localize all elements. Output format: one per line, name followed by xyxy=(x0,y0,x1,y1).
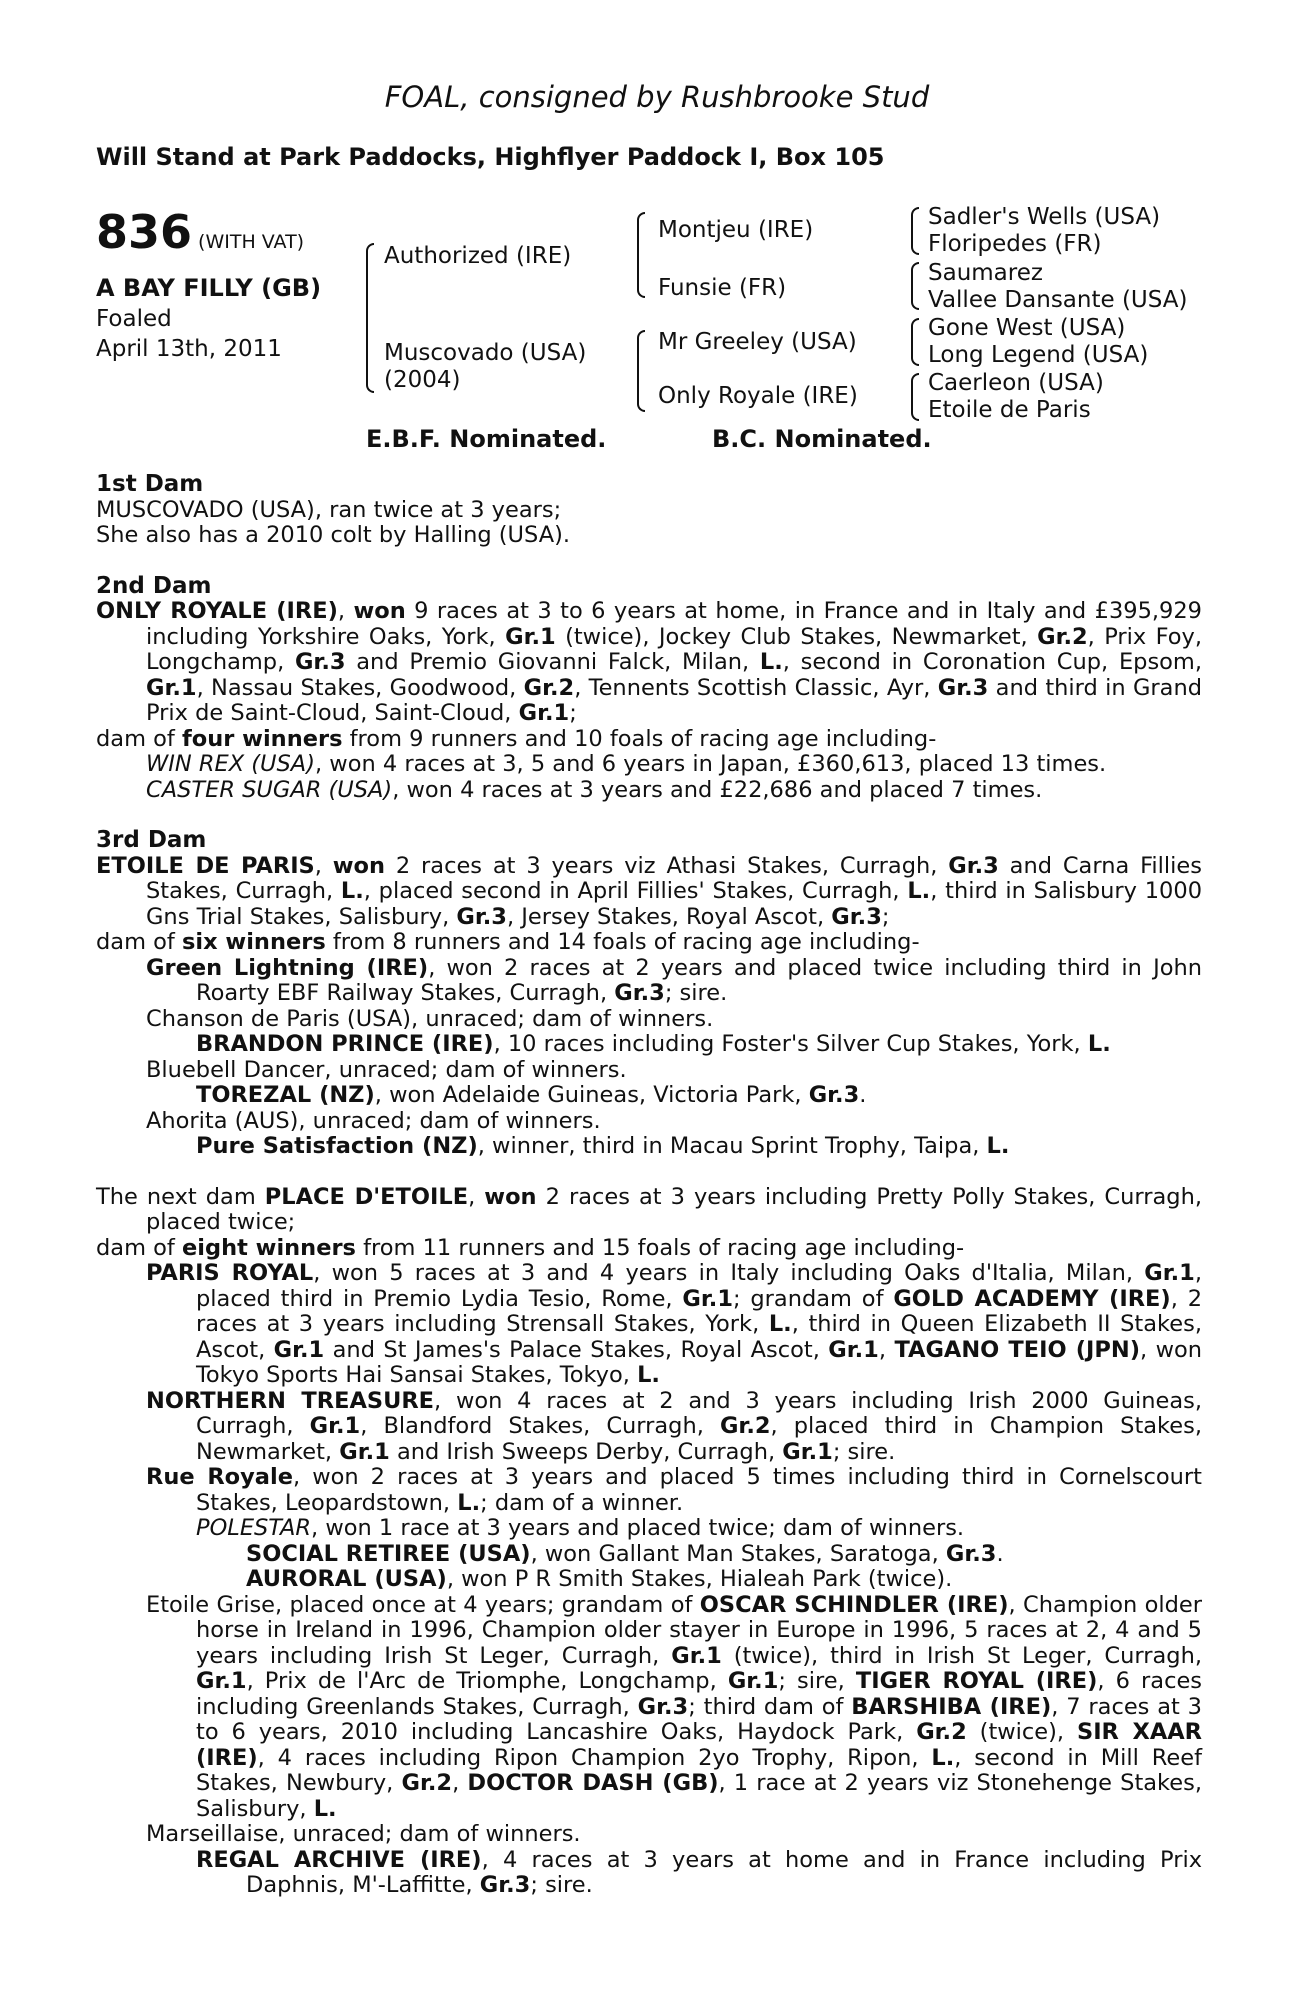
produce-entry: AURORAL (USA), won P R Smith Stakes, Hialeah Park (twice). xyxy=(246,1566,953,1592)
pedigree-dam-sire: Mr Greeley (USA) xyxy=(658,329,857,355)
stand-location: Will Stand at Park Paddocks, Highflyer Paddock I, Box 105 xyxy=(96,143,885,171)
pedigree-dam: Muscovado (USA) xyxy=(384,340,587,366)
produce-entry: Green Lightning (IRE), won 2 races at 2 years and placed twice including third in John Roarty EBF Railway Stakes, Curragh, Gr.3; sire. xyxy=(146,954,1203,1006)
ebf-nominated: E.B.F. Nominated. xyxy=(366,425,607,453)
lot-name: A BAY FILLY (GB) xyxy=(96,274,322,302)
produce-entry: POLESTAR, won 1 race at 3 years and placed twice; dam of winners. xyxy=(196,1515,965,1541)
foaled-date: April 13th, 2011 xyxy=(96,336,282,362)
brace xyxy=(911,262,919,310)
page-title: FOAL, consigned by Rushbrooke Stud xyxy=(384,80,930,114)
third-dam-record: ETOILE DE PARIS, won 2 races at 3 years viz Athasi Stakes, Curragh, Gr.3 and Carna Fillies Stakes, Curragh, L., placed second in April Fillies' Stakes, Curragh, L., third in Salisbury 1000 Gns Trial Stakes, Salisbury, Gr.3, Jersey Stakes, Royal Ascot, Gr.3; xyxy=(96,852,1203,930)
produce-entry: WIN REX (USA), won 4 races at 3, 5 and 6 years in Japan, £360,613, placed 13 times. xyxy=(146,751,1107,777)
vat-label: (WITH VAT) xyxy=(198,231,305,253)
second-dam-record: ONLY ROYALE (IRE), won 9 races at 3 to 6 years at home, in France and in Italy and £395,929 including Yorkshire Oaks, York, Gr.1 (twice), Jockey Club Stakes, Newmarket, Gr.2, Prix Foy, Longchamp, Gr.3 and Premio Giovanni Falck, Milan, L., second in Coronation Cup, Epsom, Gr.1, Nassau Stakes, Goodwood, Gr.2, Tennents Scottish Classic, Ayr, Gr.3 and third in Grand Prix de Saint-Cloud, Saint-Cloud, Gr.1; xyxy=(96,598,1203,726)
third-dam-heading: 3rd Dam xyxy=(96,827,207,853)
lot-heading xyxy=(96,205,304,259)
produce-entry: REGAL ARCHIVE (IRE), 4 races at 3 years at home and in France including Prix Daphnis, M'-Laffitte, Gr.3; sire. xyxy=(196,1846,1203,1898)
produce-entry: PARIS ROYAL, won 5 races at 3 and 4 years in Italy including Oaks d'Italia, Milan, Gr.1, placed third in Premio Lydia Tesio, Rome, Gr.1; grandam of GOLD ACADEMY (IRE), 2 races at 3 years including Strensall Stakes, York, L., third in Queen Elizabeth II Stakes, Ascot, Gr.1 and St James's Palace Stakes, Royal Ascot, Gr.1, TAGANO TEIO (JPN), won Tokyo Sports Hai Sansai Stakes, Tokyo, L. xyxy=(146,1260,1203,1388)
third-dam-produce: dam of six winners from 8 runners and 14 foals of racing age including- xyxy=(96,929,920,955)
lot-number: 836 xyxy=(96,205,193,259)
next-dam-produce: dam of eight winners from 11 runners and 15 foals of racing age including- xyxy=(96,1234,965,1261)
catalogue-body xyxy=(96,472,1202,1899)
next-dam-record: The next dam PLACE D'ETOILE, won 2 races at 3 years including Pretty Polly Stakes, Curragh, placed twice; xyxy=(96,1183,1202,1235)
pedigree-dam-dam: Only Royale (IRE) xyxy=(658,383,858,409)
second-dam-heading: 2nd Dam xyxy=(96,572,212,599)
pedigree-sds: Saumarez xyxy=(928,260,1043,286)
brace xyxy=(366,243,374,393)
produce-entry: Rue Royale, won 2 races at 3 years and placed 5 times including third in Cornelscourt Stakes, Leopardstown, L.; dam of a winner. xyxy=(146,1464,1202,1516)
pedigree-sire-dam: Funsie (FR) xyxy=(658,275,787,301)
first-dam-line: She also has a 2010 colt by Halling (USA). xyxy=(96,522,571,548)
brace xyxy=(911,373,919,421)
pedigree-dam-year: (2004) xyxy=(384,367,461,393)
pedigree-ddd: Etoile de Paris xyxy=(928,397,1091,423)
produce-entry: Ahorita (AUS), unraced; dam of winners. xyxy=(146,1107,601,1134)
pedigree-dss: Gone West (USA) xyxy=(928,315,1126,341)
pedigree-sss: Sadler's Wells (USA) xyxy=(928,204,1161,230)
pedigree-sire: Authorized (IRE) xyxy=(384,243,572,269)
produce-entry: CASTER SUGAR (USA), won 4 races at 3 years and £22,686 and placed 7 times. xyxy=(146,776,1043,803)
produce-entry: Marseillaise, unraced; dam of winners. xyxy=(146,1821,581,1847)
foaled-label: Foaled xyxy=(96,306,172,332)
produce-entry: Bluebell Dancer, unraced; dam of winners. xyxy=(146,1056,627,1083)
produce-entry: SOCIAL RETIREE (USA), won Gallant Man Stakes, Saratoga, Gr.3. xyxy=(246,1540,1004,1567)
brace xyxy=(637,330,645,412)
brace xyxy=(911,207,919,255)
pedigree-dds: Caerleon (USA) xyxy=(928,370,1104,396)
first-dam-heading: 1st Dam xyxy=(96,471,204,497)
produce-entry: Pure Satisfaction (NZ), winner, third in Macau Sprint Trophy, Taipa, L. xyxy=(196,1133,1010,1159)
bc-nominated: B.C. Nominated. xyxy=(712,425,932,453)
produce-entry: TOREZAL (NZ), won Adelaide Guineas, Victoria Park, Gr.3. xyxy=(196,1082,867,1108)
first-dam-line: MUSCOVADO (USA), ran twice at 3 years; xyxy=(96,496,562,523)
foaled-info xyxy=(96,304,282,364)
produce-entry: NORTHERN TREASURE, won 4 races at 2 and 3 years including Irish 2000 Guineas, Curragh, Gr.1, Blandford Stakes, Curragh, Gr.2, placed third in Champion Stakes, Newmarket, Gr.1 and Irish Sweeps Derby, Curragh, Gr.1; sire. xyxy=(146,1387,1203,1465)
produce-entry: Chanson de Paris (USA), unraced; dam of winners. xyxy=(146,1005,714,1032)
pedigree-sire-sire: Montjeu (IRE) xyxy=(658,217,814,243)
brace xyxy=(911,318,919,366)
pedigree-dsd: Long Legend (USA) xyxy=(928,342,1149,368)
produce-entry: Etoile Grise, placed once at 4 years; grandam of OSCAR SCHINDLER (IRE), Champion older horse in Ireland in 1996, Champion older stayer in Europe in 1996, 5 races at 2, 4 and 5 years including Irish St Leger, Curragh, Gr.1 (twice), third in Irish St Leger, Curragh, Gr.1, Prix de l'Arc de Triomphe, Longchamp, Gr.1; sire, TIGER ROYAL (IRE), 6 races including Greenlands Stakes, Curragh, Gr.3; third dam of BARSHIBA (IRE), 7 races at 3 to 6 years, 2010 including Lancashire Oaks, Haydock Park, Gr.2 (twice), SIR XAAR (IRE), 4 races including Ripon Champion 2yo Trophy, Ripon, L., second in Mill Reef Stakes, Newbury, Gr.2, DOCTOR DASH (GB), 1 race at 2 years viz Stonehenge Stakes, Salisbury, L. xyxy=(146,1591,1203,1822)
pedigree-sdd: Vallee Dansante (USA) xyxy=(928,287,1188,313)
produce-entry: BRANDON PRINCE (IRE), 10 races including Foster's Silver Cup Stakes, York, L. xyxy=(196,1031,1111,1057)
brace xyxy=(637,212,645,298)
second-dam-produce: dam of four winners from 9 runners and 10 foals of racing age including- xyxy=(96,725,937,752)
pedigree-ssd: Floripedes (FR) xyxy=(928,231,1102,257)
